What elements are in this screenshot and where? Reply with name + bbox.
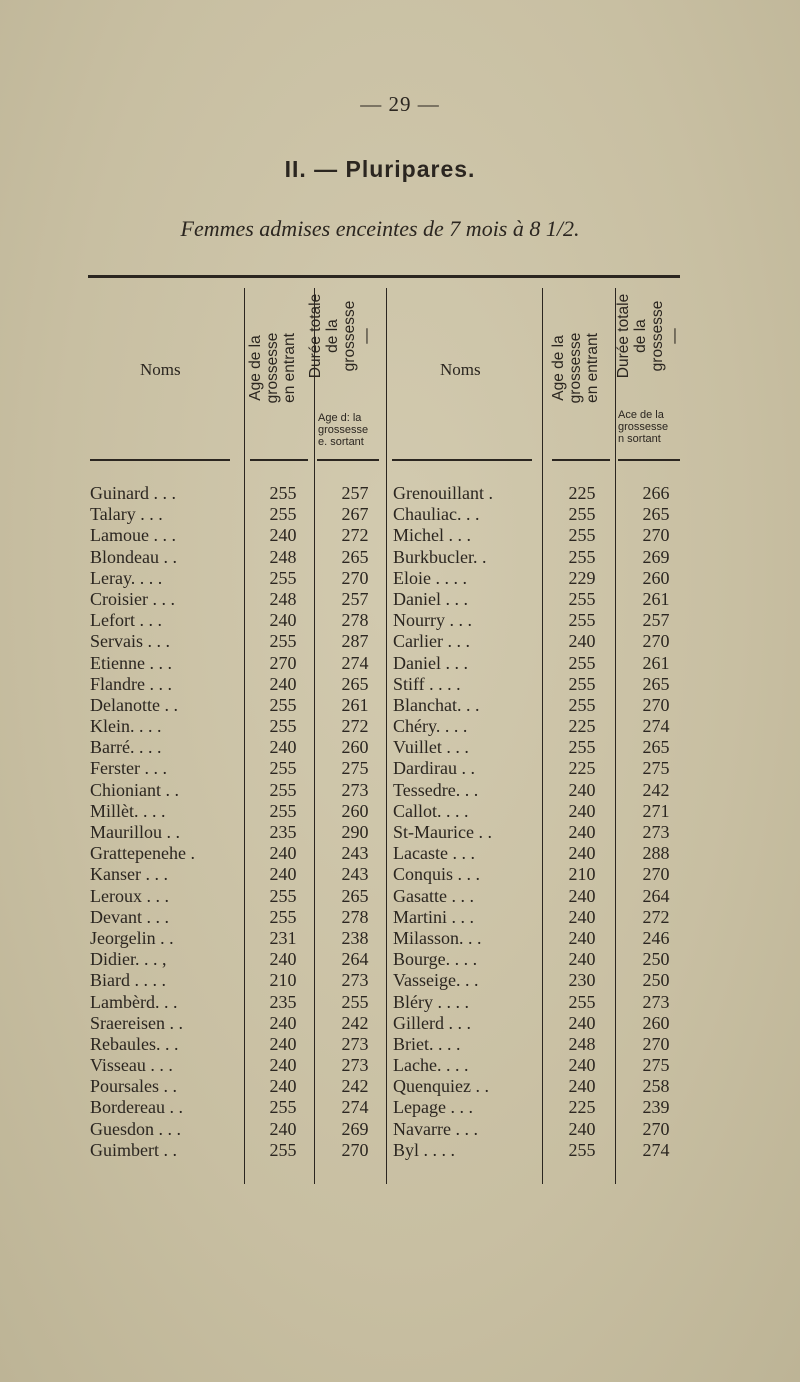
table-row — [0, 674, 800, 695]
cell-name-right: Chéry. . . . — [393, 716, 468, 737]
cell-age-right: 255 — [568, 737, 596, 758]
cell-name-right: Lepage . . . — [393, 1097, 473, 1118]
cell-age-left: 255 — [269, 631, 297, 652]
cell-age-right: 240 — [568, 800, 596, 821]
cell-name-left: Croisier . . . — [90, 588, 175, 609]
cell-age-left: 255 — [269, 758, 297, 779]
cell-name-left: Guinard . . . — [90, 483, 176, 503]
cell-duree-left: 255 — [341, 991, 369, 1012]
cell-duree-right: 250 — [642, 949, 670, 970]
cell-age-right: 240 — [568, 822, 596, 842]
table-row — [0, 547, 800, 568]
cell-duree-left: 278 — [341, 906, 369, 927]
table-row — [0, 716, 800, 737]
cell-duree-left: 238 — [341, 927, 369, 948]
cell-duree-right: 239 — [642, 1097, 670, 1118]
table-row — [0, 610, 800, 631]
cell-name-right: Carlier . . . — [393, 631, 470, 652]
cell-age-right: 225 — [568, 483, 596, 503]
cell-duree-right: 270 — [642, 864, 670, 885]
cell-age-right: 240 — [568, 1118, 596, 1139]
cell-name-right: Martini . . . — [393, 906, 474, 927]
cell-age-left: 255 — [269, 716, 297, 737]
table-row — [0, 928, 800, 949]
header-age-left: Age de la grossesse en entrant — [247, 332, 298, 404]
cell-age-left: 231 — [269, 927, 297, 948]
cell-age-right: 255 — [568, 610, 596, 631]
page-number: — 29 — — [360, 92, 440, 116]
table-row — [0, 1055, 800, 1076]
cell-age-left: 240 — [269, 864, 297, 885]
cell-duree-left: 272 — [341, 525, 369, 546]
cell-duree-left: 265 — [341, 885, 369, 906]
cell-name-right: Vuillet . . . — [393, 737, 469, 758]
cell-name-left: Bordereau . . — [90, 1097, 183, 1118]
table-row — [0, 653, 800, 674]
cell-age-left: 240 — [269, 737, 297, 758]
cell-age-right: 240 — [568, 843, 596, 864]
cell-name-left: Etienne . . . — [90, 652, 172, 673]
cell-name-left: Visseau . . . — [90, 1055, 173, 1076]
cell-duree-left: 274 — [341, 652, 369, 673]
cell-name-right: Tessedre. . . — [393, 779, 479, 800]
cell-name-right: Briet. . . . — [393, 1033, 461, 1054]
table-row — [0, 504, 800, 525]
cell-duree-right: 269 — [642, 546, 670, 567]
header-bottom-rule-duree-right — [618, 459, 680, 461]
cell-duree-left: 265 — [341, 546, 369, 567]
table-row — [0, 589, 800, 610]
header-age-right: Age de la grossesse en entrant — [550, 332, 601, 404]
cell-age-right: 240 — [568, 1055, 596, 1076]
cell-duree-right: 274 — [642, 1139, 670, 1160]
cell-age-left: 255 — [269, 567, 297, 588]
header-duree-left: Durée totale de la grossesse — — [307, 293, 375, 379]
table-row — [0, 1013, 800, 1034]
cell-duree-right: 288 — [642, 843, 670, 864]
cell-name-left: Blondeau . . — [90, 546, 177, 567]
cell-duree-right: 270 — [642, 694, 670, 715]
cell-name-right: Michel . . . — [393, 525, 471, 546]
cell-age-left: 248 — [269, 546, 297, 567]
cell-age-left: 255 — [269, 800, 297, 821]
cell-name-right: Conquis . . . — [393, 864, 481, 885]
table-row — [0, 801, 800, 822]
cell-name-left: Servais . . . — [90, 631, 170, 652]
cell-duree-left: 273 — [341, 970, 369, 991]
cell-duree-right: 272 — [642, 906, 670, 927]
cell-age-right: 255 — [568, 546, 596, 567]
cell-age-left: 240 — [269, 843, 297, 864]
cell-name-right: Vasseige. . . — [393, 970, 479, 991]
section-title: II. — Pluripares. — [284, 156, 476, 182]
cell-age-left: 240 — [269, 610, 297, 631]
cell-name-left: Barré. . . . — [90, 737, 162, 758]
table-row — [0, 695, 800, 716]
cell-duree-left: 270 — [341, 567, 369, 588]
cell-age-left: 255 — [269, 483, 297, 503]
cell-name-left: Flandre . . . — [90, 673, 172, 694]
cell-age-left: 255 — [269, 906, 297, 927]
cell-age-right: 255 — [568, 652, 596, 673]
cell-name-left: Lamoue . . . — [90, 525, 176, 546]
cell-duree-left: 242 — [341, 1012, 369, 1033]
cell-duree-left: 243 — [341, 864, 369, 885]
cell-name-right: Lache. . . . — [393, 1055, 469, 1076]
cell-name-left: Kanser . . . — [90, 864, 168, 885]
cell-age-left: 235 — [269, 822, 297, 842]
cell-age-right: 210 — [568, 864, 596, 885]
cell-name-right: Daniel . . . — [393, 652, 468, 673]
header-noms-right: Noms — [440, 360, 481, 379]
header-bottom-rule-noms-left — [90, 459, 230, 461]
cell-name-left: Devant . . . — [90, 906, 169, 927]
header-note-left: Age d: la grossesse e. sortant — [318, 412, 369, 448]
table-row — [0, 568, 800, 589]
cell-age-left: 270 — [269, 652, 297, 673]
cell-name-left: Chioniant . . — [90, 779, 179, 800]
cell-name-left: Lambèrd. . . — [90, 991, 178, 1012]
cell-duree-right: 264 — [642, 885, 670, 906]
cell-name-right: Nourry . . . — [393, 610, 472, 631]
cell-name-left: Leroux . . . — [90, 885, 169, 906]
cell-age-left: 240 — [269, 1033, 297, 1054]
header-duree-right: Durée totale de la grossesse — — [615, 293, 683, 379]
cell-age-left: 240 — [269, 1012, 297, 1033]
cell-name-left: Maurillou . . — [90, 822, 180, 842]
cell-duree-right: 270 — [642, 1118, 670, 1139]
cell-name-left: Jeorgelin . . — [90, 927, 174, 948]
cell-name-left: Ferster . . . — [90, 758, 167, 779]
cell-duree-right: 257 — [642, 610, 670, 631]
cell-duree-left: 243 — [341, 843, 369, 864]
cell-name-left: Grattepenehe . — [90, 843, 195, 864]
cell-duree-left: 272 — [341, 716, 369, 737]
cell-age-right: 230 — [568, 970, 596, 991]
cell-duree-right: 270 — [642, 631, 670, 652]
cell-duree-left: 261 — [341, 694, 369, 715]
cell-duree-right: 261 — [642, 588, 670, 609]
cell-age-right: 240 — [568, 885, 596, 906]
table-row — [0, 758, 800, 779]
cell-duree-left: 274 — [341, 1097, 369, 1118]
cell-age-left: 240 — [269, 949, 297, 970]
cell-name-left: Rebaules. . . — [90, 1033, 179, 1054]
cell-name-right: Blanchat. . . — [393, 694, 480, 715]
cell-age-right: 255 — [568, 1139, 596, 1160]
cell-name-right: Burkbucler. . — [393, 546, 487, 567]
header-bottom-rule-duree-left — [317, 459, 379, 461]
cell-duree-right: 265 — [642, 737, 670, 758]
table-row — [0, 1119, 800, 1140]
cell-age-right: 240 — [568, 1076, 596, 1097]
table-row — [0, 737, 800, 758]
cell-duree-right: 273 — [642, 822, 670, 842]
cell-duree-right: 273 — [642, 991, 670, 1012]
cell-age-right: 240 — [568, 949, 596, 970]
cell-name-left: Poursales . . — [90, 1076, 177, 1097]
cell-name-left: Sraereisen . . — [90, 1012, 183, 1033]
cell-age-right: 255 — [568, 525, 596, 546]
table-row — [0, 949, 800, 970]
cell-name-right: Daniel . . . — [393, 588, 468, 609]
header-bottom-rule-age-right — [552, 459, 610, 461]
cell-age-left: 210 — [269, 970, 297, 991]
cell-age-right: 240 — [568, 631, 596, 652]
cell-age-left: 255 — [269, 504, 297, 525]
cell-age-right: 225 — [568, 758, 596, 779]
cell-name-right: Chauliac. . . — [393, 504, 480, 525]
cell-duree-right: 261 — [642, 652, 670, 673]
cell-name-right: Gillerd . . . — [393, 1012, 471, 1033]
cell-duree-right: 266 — [642, 483, 670, 503]
cell-name-right: Quenquiez . . — [393, 1076, 489, 1097]
cell-duree-right: 260 — [642, 1012, 670, 1033]
cell-name-right: Callot. . . . — [393, 800, 469, 821]
table-row — [0, 822, 800, 843]
cell-name-left: Guesdon . . . — [90, 1118, 181, 1139]
cell-duree-left: 287 — [341, 631, 369, 652]
cell-duree-right: 246 — [642, 927, 670, 948]
table-row — [0, 1097, 800, 1118]
cell-duree-right: 274 — [642, 716, 670, 737]
cell-age-left: 248 — [269, 588, 297, 609]
cell-name-right: Bléry . . . . — [393, 991, 469, 1012]
cell-age-right: 255 — [568, 694, 596, 715]
cell-age-left: 255 — [269, 1097, 297, 1118]
cell-name-left: Lefort . . . — [90, 610, 162, 631]
cell-name-right: Dardirau . . — [393, 758, 475, 779]
cell-name-right: Grenouillant . — [393, 483, 493, 503]
cell-name-left: Delanotte . . — [90, 694, 178, 715]
cell-duree-right: 275 — [642, 1055, 670, 1076]
cell-name-right: St-Maurice . . — [393, 822, 492, 842]
cell-age-left: 240 — [269, 525, 297, 546]
cell-age-right: 240 — [568, 927, 596, 948]
table-row — [0, 631, 800, 652]
cell-age-right: 255 — [568, 504, 596, 525]
table-row — [0, 1076, 800, 1097]
cell-name-right: Stiff . . . . — [393, 673, 461, 694]
cell-duree-left: 278 — [341, 610, 369, 631]
cell-age-right: 225 — [568, 716, 596, 737]
cell-duree-right: 265 — [642, 504, 670, 525]
cell-age-left: 255 — [269, 779, 297, 800]
header-note-right: Ace de la grossesse n sortant — [618, 409, 669, 445]
cell-name-left: Didier. . . , — [90, 949, 167, 970]
cell-duree-left: 265 — [341, 673, 369, 694]
cell-duree-right: 242 — [642, 779, 670, 800]
cell-duree-right: 275 — [642, 758, 670, 779]
cell-age-left: 240 — [269, 1076, 297, 1097]
cell-age-left: 255 — [269, 694, 297, 715]
table-row — [0, 886, 800, 907]
table-subtitle: Femmes admises enceintes de 7 mois à 8 1/2. — [180, 216, 580, 241]
cell-duree-right: 250 — [642, 970, 670, 991]
table-row — [0, 907, 800, 928]
cell-age-right: 225 — [568, 1097, 596, 1118]
cell-duree-left: 270 — [341, 1139, 369, 1160]
table-top-rule — [88, 275, 680, 278]
cell-age-right: 255 — [568, 673, 596, 694]
cell-duree-left: 267 — [341, 504, 369, 525]
cell-name-right: Navarre . . . — [393, 1118, 478, 1139]
cell-name-left: Talary . . . — [90, 504, 163, 525]
table-row — [0, 780, 800, 801]
cell-name-right: Gasatte . . . — [393, 885, 474, 906]
table-row — [0, 1034, 800, 1055]
cell-duree-left: 269 — [341, 1118, 369, 1139]
cell-name-left: Leray. . . . — [90, 567, 163, 588]
header-bottom-rule-age-left — [250, 459, 308, 461]
table-body — [0, 483, 800, 1161]
table-row — [0, 970, 800, 991]
cell-duree-left: 260 — [341, 737, 369, 758]
cell-duree-left: 264 — [341, 949, 369, 970]
cell-age-right: 229 — [568, 567, 596, 588]
cell-age-left: 255 — [269, 885, 297, 906]
header-bottom-rule-noms-right — [392, 459, 532, 461]
cell-age-left: 235 — [269, 991, 297, 1012]
cell-name-right: Eloie . . . . — [393, 567, 467, 588]
cell-duree-right: 258 — [642, 1076, 670, 1097]
cell-duree-right: 270 — [642, 1033, 670, 1054]
cell-duree-right: 271 — [642, 800, 670, 821]
table-row — [0, 843, 800, 864]
cell-duree-left: 260 — [341, 800, 369, 821]
cell-name-right: Bourge. . . . — [393, 949, 478, 970]
cell-age-left: 255 — [269, 1139, 297, 1160]
table-row — [0, 992, 800, 1013]
cell-name-right: Milasson. . . — [393, 927, 482, 948]
cell-duree-left: 273 — [341, 779, 369, 800]
table-row — [0, 483, 800, 504]
table-row — [0, 1140, 800, 1161]
cell-name-left: Guimbert . . — [90, 1139, 177, 1160]
cell-name-left: Biard . . . . — [90, 970, 166, 991]
cell-duree-left: 273 — [341, 1055, 369, 1076]
cell-duree-right: 270 — [642, 525, 670, 546]
cell-age-right: 240 — [568, 1012, 596, 1033]
cell-age-right: 240 — [568, 906, 596, 927]
cell-name-left: Millèt. . . . — [90, 800, 166, 821]
cell-duree-left: 257 — [341, 483, 369, 503]
cell-duree-left: 257 — [341, 588, 369, 609]
table-row — [0, 525, 800, 546]
cell-age-right: 248 — [568, 1033, 596, 1054]
cell-duree-left: 290 — [341, 822, 369, 842]
cell-age-left: 240 — [269, 673, 297, 694]
cell-duree-left: 273 — [341, 1033, 369, 1054]
cell-age-left: 240 — [269, 1118, 297, 1139]
cell-name-left: Klein. . . . — [90, 716, 162, 737]
cell-duree-left: 242 — [341, 1076, 369, 1097]
cell-name-right: Lacaste . . . — [393, 843, 475, 864]
cell-duree-right: 260 — [642, 567, 670, 588]
cell-age-right: 255 — [568, 588, 596, 609]
cell-age-left: 240 — [269, 1055, 297, 1076]
table-row — [0, 864, 800, 885]
cell-duree-left: 275 — [341, 758, 369, 779]
cell-duree-right: 265 — [642, 673, 670, 694]
cell-age-right: 255 — [568, 991, 596, 1012]
cell-age-right: 240 — [568, 779, 596, 800]
header-noms-left: Noms — [140, 360, 181, 379]
cell-name-right: Byl . . . . — [393, 1139, 456, 1160]
